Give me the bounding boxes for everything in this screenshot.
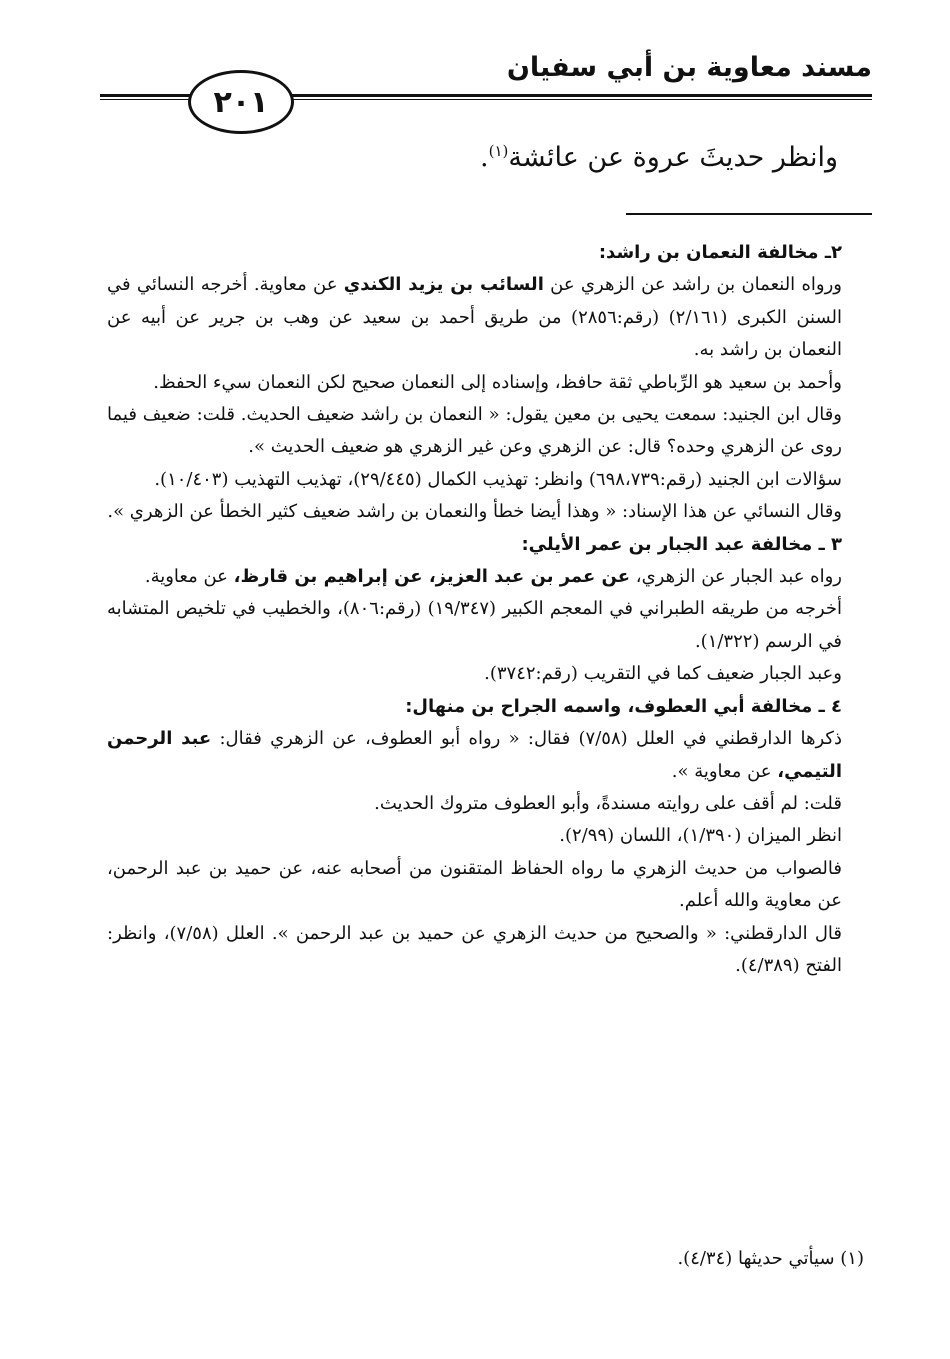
lead-line: [480, 142, 838, 173]
body-paragraph: [107, 853, 842, 918]
section-heading: ٢ـ مخالفة النعمان بن راشد:: [598, 242, 842, 263]
bold-text: عن عمر بن عبد العزيز، عن إبراهيم بن قارظ،: [233, 566, 631, 588]
text-run: قال الدارقطني: « والصحيح من حديث الزهري عن حميد بن عبد الرحمن ». العلل (٧/٥٨)، وانظر: الفتح (٤/٣٨٩).: [107, 922, 842, 976]
text-run: وأحمد بن سعيد هو الرِّباطي ثقة حافظ، وإسناده إلى النعمان صحيح لكن النعمان سيء الحفظ.: [153, 371, 842, 393]
text-run: وقال ابن الجنيد: سمعت يحيى بن معين يقول: « النعمان بن راشد ضعيف الحديث. قلت: ضعيف فيما روى عن الزهري وحده؟ قال: عن الزهري وعن غير الزهري هو ضعيف الحديث ».: [107, 404, 842, 458]
body-paragraph: [107, 367, 842, 399]
text-run: عن معاوية. أخرجه النسائي في السنن الكبرى (٢/١٦١) (رقم:٢٨٥٦) من طريق أحمد بن سعيد عن وهب بن جرير عن أبيه عن النعمان بن راشد به.: [107, 274, 842, 361]
text-run: ورواه النعمان بن راشد عن الزهري عن: [543, 274, 842, 296]
page-number: ٢٠١: [213, 84, 269, 120]
body-paragraph: [107, 399, 842, 464]
page-number-oval: [188, 70, 294, 134]
bold-text: السائب بن يزيد الكندي: [343, 274, 544, 296]
text-run: وعبد الجبار ضعيف كما في التقريب (رقم:٣٧٤٢).: [484, 663, 842, 685]
lead-line-text: وانظر حديثَ عروة عن عائشة: [508, 142, 838, 173]
body-paragraph: [107, 464, 842, 496]
footnote: (١) سيأتي حديثها (٤/٣٤).: [677, 1248, 864, 1269]
body-paragraph: [107, 269, 842, 366]
lead-line-end: .: [480, 142, 489, 173]
body-paragraph: [107, 723, 842, 788]
body-paragraph: [107, 658, 842, 690]
body-paragraph: [107, 918, 842, 983]
body-paragraph: [107, 820, 842, 852]
text-run: أخرجه من طريقه الطبراني في المعجم الكبير (١٩/٣٤٧) (رقم:٨٠٦)، والخطيب في تلخيص المتشابه في الرسم (١/٣٢٢).: [107, 598, 842, 652]
body-paragraph: [107, 561, 842, 593]
text-run: وقال النسائي عن هذا الإسناد: « وهذا أيضا خطأ والنعمان بن راشد ضعيف كثير الخطأ عن الزهري ».: [107, 501, 842, 523]
text-run: عن معاوية ».: [671, 760, 778, 782]
text-run: سؤالات ابن الجنيد (رقم:٦٩٨،٧٣٩) وانظر: تهذيب الكمال (٢٩/٤٤٥)، تهذيب التهذيب (١٠/٤٠٣).: [154, 468, 842, 490]
body-paragraph: [107, 593, 842, 658]
section-heading: ٣ ـ مخالفة عبد الجبار بن عمر الأيلي:: [521, 533, 842, 555]
text-run: ذكرها الدارقطني في العلل (٧/٥٨) فقال: « رواه أبو العطوف، عن الزهري فقال:: [211, 728, 843, 750]
text-run: فالصواب من حديث الزهري ما رواه الحفاظ المتقنون من أصحابه عنه، عن حميد بن عبد الرحمن، عن معاوية والله أعلم.: [107, 857, 842, 912]
bold-text: عبد الرحمن التيمي،: [107, 728, 842, 782]
section-heading: ٤ ـ مخالفة أبي العطوف، واسمه الجراح بن منهال:: [405, 695, 842, 717]
text-run: عن معاوية.: [144, 566, 234, 588]
body-paragraph: [107, 788, 842, 820]
text-run: انظر الميزان (١/٣٩٠)، اللسان (٢/٩٩).: [559, 825, 842, 847]
body-paragraph: [107, 496, 842, 528]
body-text: [107, 237, 842, 982]
text-run: رواه عبد الجبار عن الزهري،: [630, 566, 842, 588]
footnote-separator: [626, 213, 872, 215]
running-title: مسند معاوية بن أبي سفيان: [506, 52, 872, 83]
text-run: قلت: لم أقف على روايته مسندةً، وأبو العطوف متروك الحديث.: [374, 792, 842, 814]
footnote-reference: (١): [488, 142, 509, 160]
